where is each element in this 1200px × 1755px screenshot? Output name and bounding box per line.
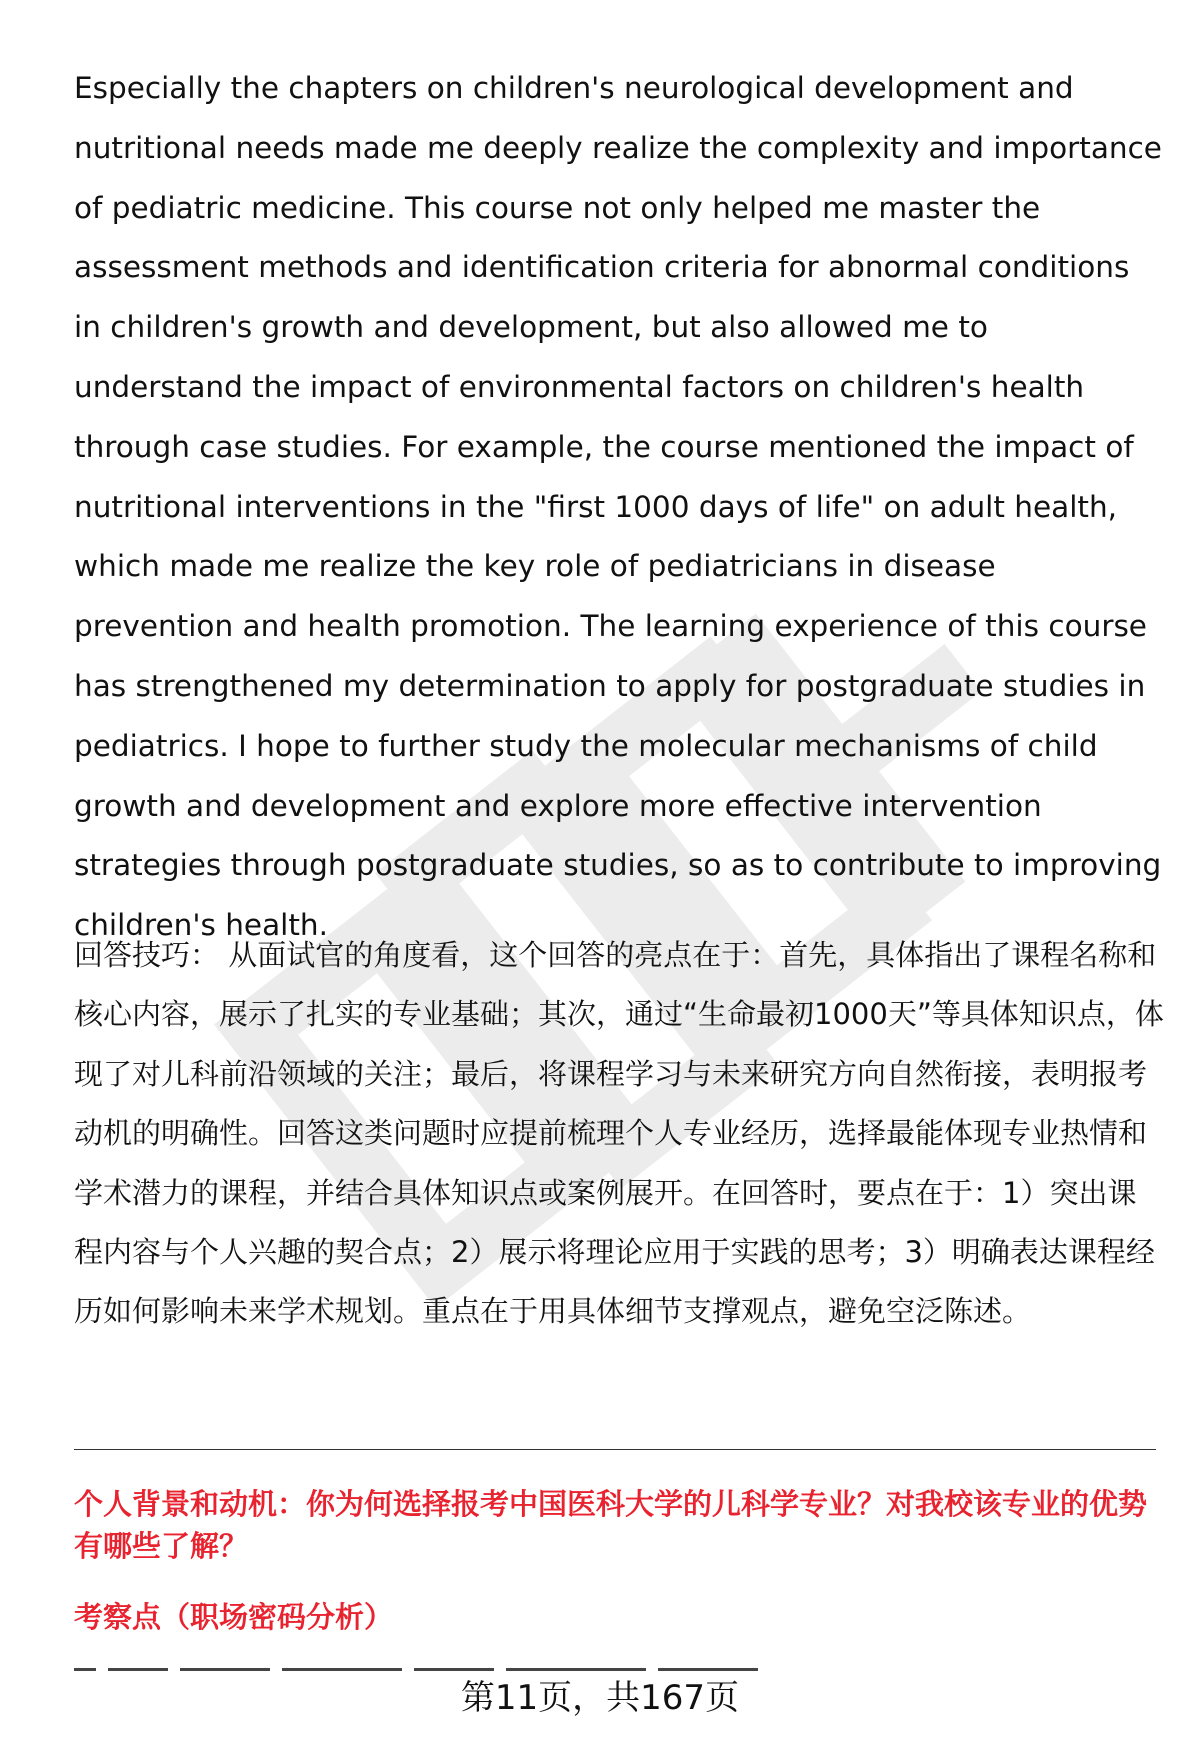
page-number-footer [0,1676,1200,1720]
page-number-text: 第11页，共167页 [455,1678,745,1718]
section-divider [74,1449,1156,1450]
answer-paragraph-english: Especially the chapters on children's neurological development and nutritional needs made me deeply realize the complexity and importance of pediatric medicine. This course not only helped me master the assessment methods and identification criteria for abnormal conditions in children's growth and development, but also allowed me to understand the impact of environmental factors on children's health through case studies. For example, the course mentioned the impact of nutritional interventions in the "first 1000 days of life" on adult health, which made me realize the key role of pediatricians in disease prevention and health promotion. The learning experience of this course has strengthened my determination to apply for postgraduate studies in pediatrics. I hope to further study the molecular mechanisms of child growth and development and explore more effective intervention strategies through postgraduate studies, so as to contribute to improving children's health. [74,71,1162,943]
answer-tips-paragraph: 回答技巧： 从面试官的角度看，这个回答的亮点在于：首先，具体指出了课程名称和核心内容，展示了扎实的专业基础；其次，通过“生命最初1000天”等具体知识点，体现了对儿科前沿领域的关注；最后，将课程学习与未来研究方向自然衔接，表明报考动机的明确性。回答这类问题时应提前梳理个人专业经历，选择最能体现专业热情和学术潜力的课程，并结合具体知识点或案例展开。在回答时，要点在于：1）突出课程内容与个人兴趣的契合点；2）展示将理论应用于实践的思考；3）明确表达课程经历如何影响未来学术规划。重点在于用具体细节支撑观点，避免空泛陈述。 [74,938,1164,1329]
question-heading: 个人背景和动机：你为何选择报考中国医科大学的儿科学专业？对我校该专业的优势有哪些了解？ [74,1487,1148,1563]
analysis-heading: 考察点（职场密码分析） [74,1600,394,1634]
